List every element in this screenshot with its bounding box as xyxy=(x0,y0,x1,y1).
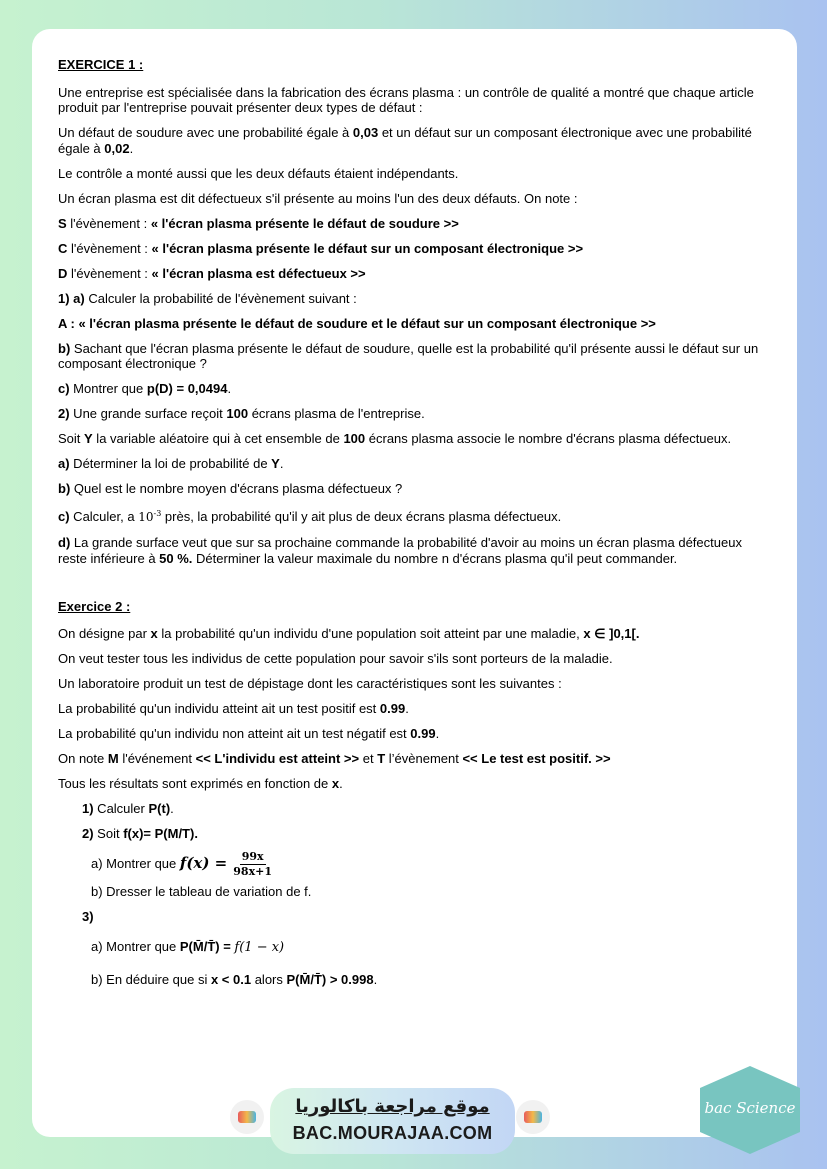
fraction-formula: $\frac{99x}{98x+1}$ xyxy=(233,849,273,878)
ex1-question-2: 2) Une grande surface reçoit 100 écrans plasma de l'entreprise. xyxy=(58,406,425,421)
ex1-defects: Un défaut de soudure avec une probabilité égale à 0,03 et un défaut sur un composant électronique avec une probabilité égale à 0,02. xyxy=(58,125,752,156)
ex1-defective-definition: Un écran plasma est dit défectueux s'il présente au moins l'un des deux défauts. On note : xyxy=(58,190,578,206)
bac-science-badge xyxy=(700,1066,800,1154)
ex2-question-3b: b) En déduire que si x < 0.1 alors P(M̄/T̄) > 0.998. xyxy=(91,971,378,987)
left-site-logo-icon xyxy=(230,1100,264,1134)
event-d: D l'évènement : « l'écran plasma est défectueux >> xyxy=(58,265,366,281)
site-footer-banner[interactable] xyxy=(270,1088,515,1154)
exercise-1-title: EXERCICE 1 : xyxy=(58,57,144,72)
ex2-question-2: 2) Soit f(x)= P(M/T). xyxy=(82,825,198,841)
ex1-question-2c: c) Calculer, a $10^{-3}$ près, la probabilité qu'il y ait plus de deux écrans plasma défectueux. xyxy=(58,509,562,524)
ex2-p2: On veut tester tous les individus de cette population pour savoir s'ils sont porteurs de la maladie. xyxy=(58,650,613,666)
ex2-question-2a: a) Montrer que f(x) = $\frac{99x}{98x+1}$ xyxy=(91,849,273,878)
ex1-independence: Le contrôle a monté aussi que les deux défauts étaient indépendants. xyxy=(58,165,459,181)
ex2-p5: La probabilité qu'un individu non atteint ait un test négatif est 0.99. xyxy=(58,725,440,741)
ex2-p1: On désigne par x la probabilité qu'un individu d'une population soit atteint par une maladie, x ∈ ]0,1[. xyxy=(58,625,640,641)
site-name-arabic: موقع مراجعة باكالوريا xyxy=(295,1096,490,1117)
ex2-p4: La probabilité qu'un individu atteint ait un test positif est 0.99. xyxy=(58,700,409,716)
ex1-question-2a: a) Déterminer la loi de probabilité de Y. xyxy=(58,456,284,471)
event-s: S l'évènement : « l'écran plasma présente le défaut de soudure >> xyxy=(58,215,459,231)
ex2-question-1: 1) Calculer P(t). xyxy=(82,800,174,816)
event-a: A : « l'écran plasma présente le défaut de soudure et le défaut sur un composant électronique >> xyxy=(58,315,656,331)
ex1-question-1b: b) Sachant que l'écran plasma présente le défaut de soudure, quelle est la probabilité qu'il présente aussi le défaut sur un composant électronique ? xyxy=(58,340,759,371)
site-url[interactable]: BAC.MOURAJAA.COM xyxy=(292,1123,493,1143)
document-page xyxy=(32,29,797,1137)
ex2-question-2b: b) Dresser le tableau de variation de f. xyxy=(91,883,312,899)
exercise-2-title: Exercice 2 : xyxy=(58,599,131,614)
ex2-question-3: 3) xyxy=(82,908,94,924)
ex1-variable-y: Soit Y la variable aléatoire qui à cet ensemble de 100 écrans plasma associe le nombre d'écrans plasma défectueux. xyxy=(58,431,732,446)
document-content xyxy=(58,57,770,997)
ex1-question-1a: 1) a) Calculer la probabilité de l'évènement suivant : xyxy=(58,290,357,306)
right-site-logo-icon xyxy=(516,1100,550,1134)
ex1-question-1c: c) Montrer que p(D) = 0,0494. xyxy=(58,381,232,396)
ex2-p3: Un laboratoire produit un test de dépistage dont les caractéristiques sont les suivantes : xyxy=(58,675,562,691)
badge-label: bac Science xyxy=(704,1099,796,1117)
ex1-intro: Une entreprise est spécialisée dans la fabrication des écrans plasma : un contrôle de qualité a montré que chaque article produit par l'entreprise pouvait présenter deux types de défaut : xyxy=(58,84,754,115)
event-c: C l'évènement : « l'écran plasma présente le défaut sur un composant électronique >> xyxy=(58,240,584,256)
ex1-question-2d: d) La grande surface veut que sur sa prochaine commande la probabilité d'avoir au moins un écran plasma défectueux reste inférieure à 50 %. Déterminer la valeur maximale du nombre n d'écrans plasma qu'il peut commander. xyxy=(58,535,742,566)
ex1-question-2b: b) Quel est le nombre moyen d'écrans plasma défectueux ? xyxy=(58,481,403,496)
ex2-question-3a: a) Montrer que P(M̄/T̄) = f(1 − x) xyxy=(91,939,285,955)
ex2-p7: Tous les résultats sont exprimés en fonction de x. xyxy=(58,775,343,791)
ex2-p6: On note M l'événement << L'individu est atteint >> et T l’évènement << Le test est positif. >> xyxy=(58,750,611,766)
